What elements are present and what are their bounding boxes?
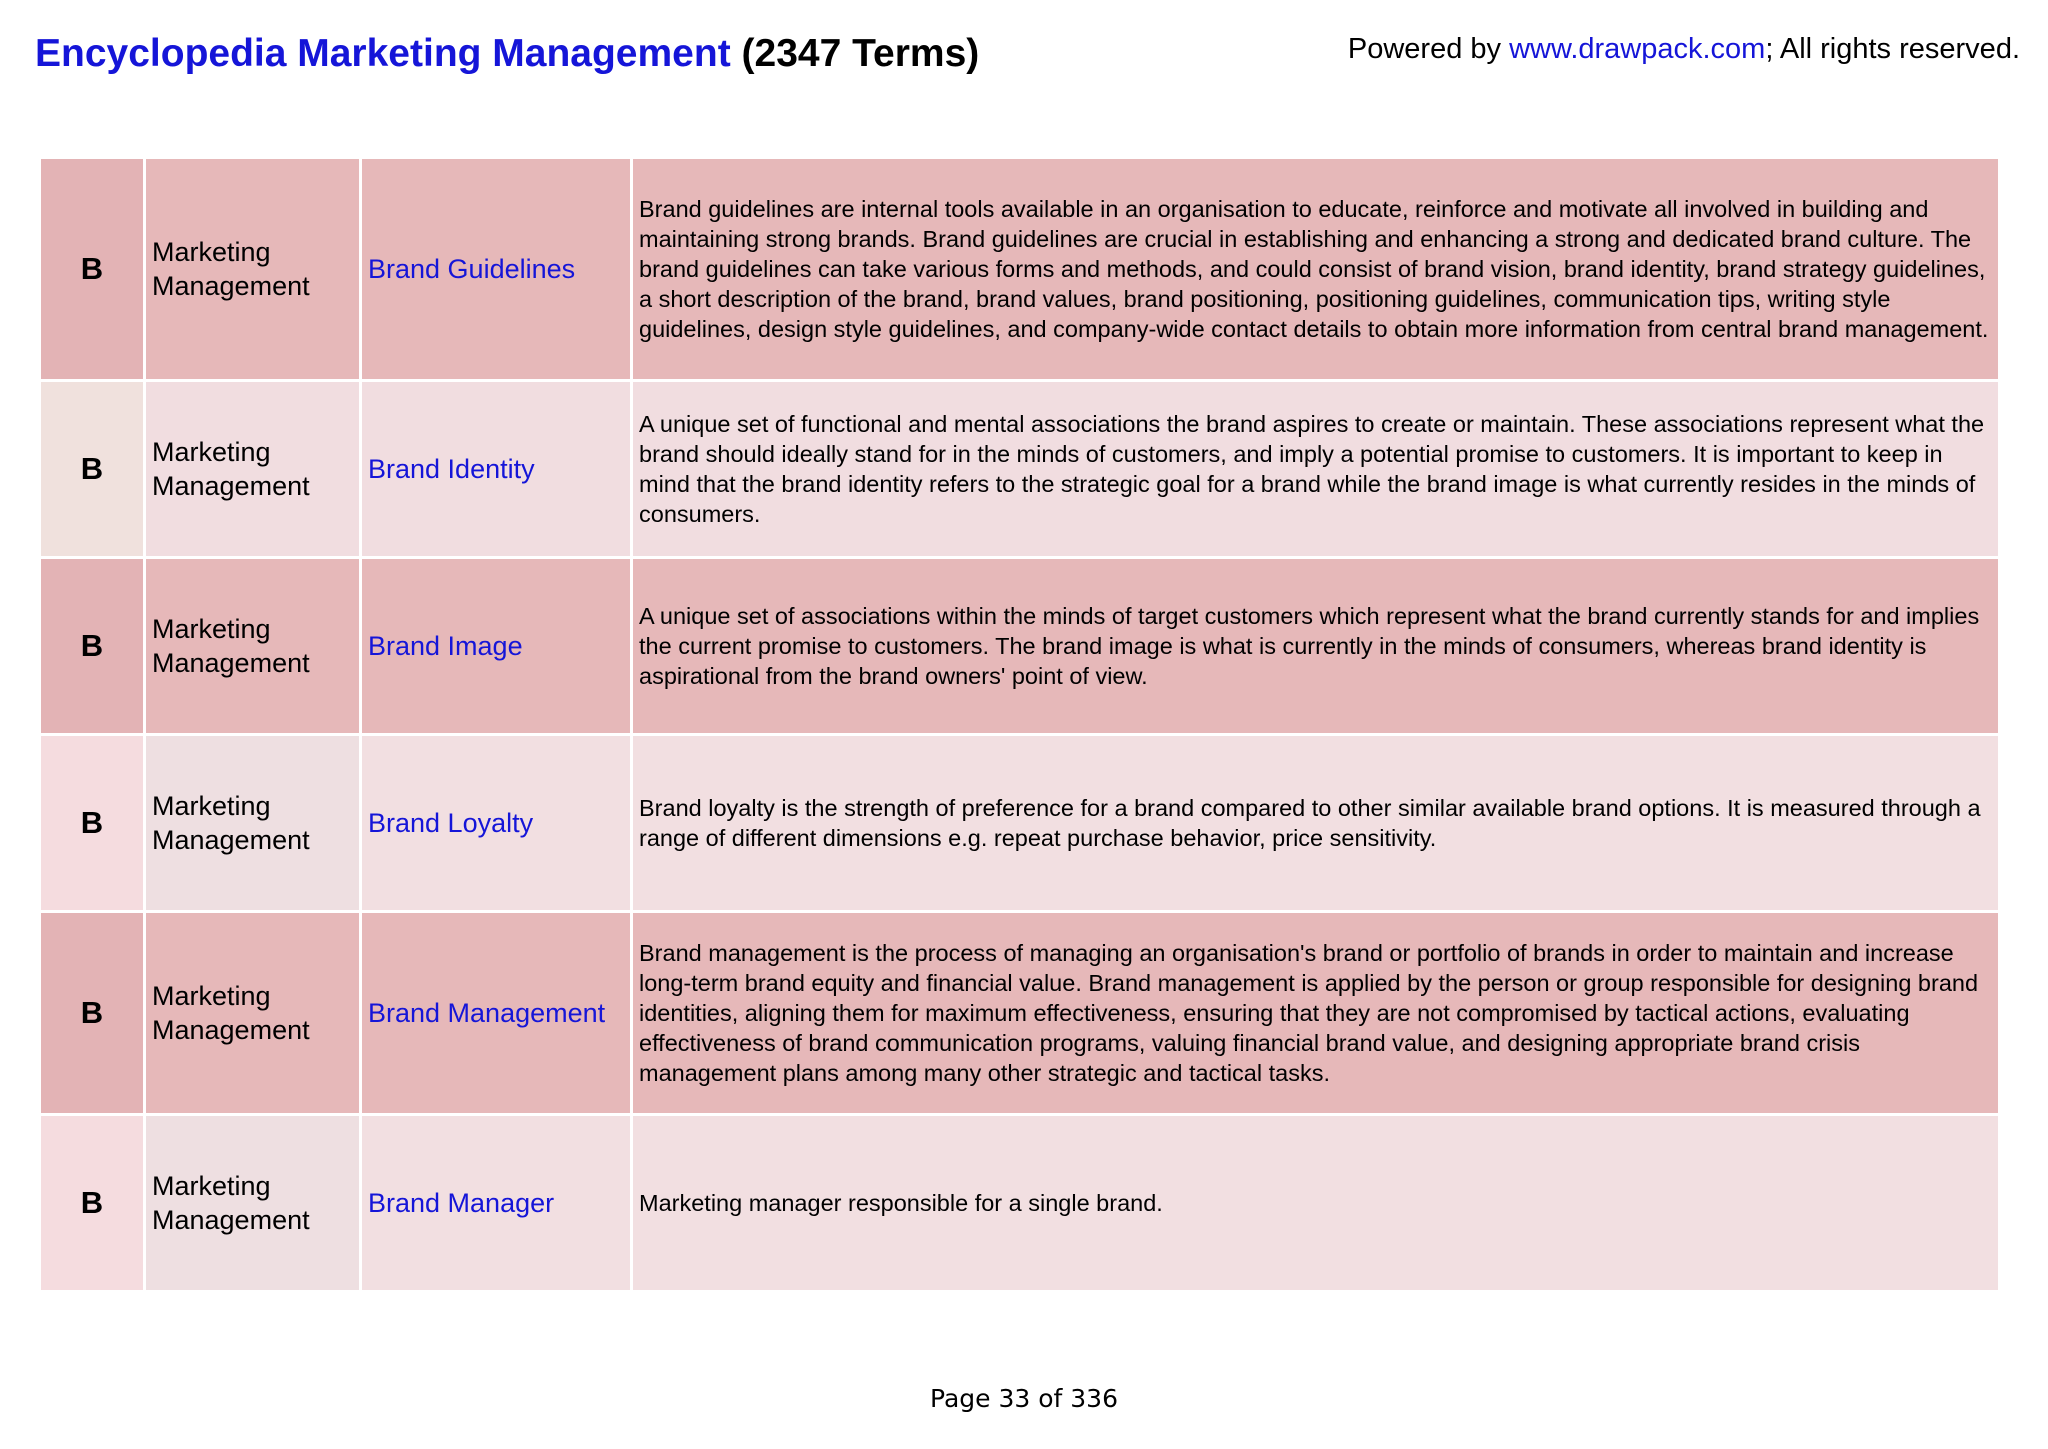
table-row [40,1115,2000,1292]
page-title [35,30,979,78]
term-link[interactable]: Brand Loyalty [361,735,632,912]
letter-cell: B [40,158,145,381]
definition-cell: Brand management is the process of managing an organisation's brand or portfolio of brands in order to maintain and increase long-term brand equity and financial value. Brand management is applied by the person or group responsible for designing brand identities, aligning them for maximum effectiveness, ensuring that they are not compromised by tactical actions, evaluating effectiveness of brand communication programs, valuing financial brand value, and designing appropriate brand crisis management plans among many other strategic and tactical tasks. [632,912,2000,1115]
category-cell: Marketing Management [145,1115,361,1292]
powered-prefix: Powered by [1347,33,1510,65]
category-cell: Marketing Management [145,558,361,735]
glossary-table [38,156,2001,1293]
letter-cell: B [40,381,145,558]
table-row [40,158,2000,381]
category-cell: Marketing Management [145,381,361,558]
term-link[interactable]: Brand Management [361,912,632,1115]
definition-cell: A unique set of associations within the minds of target customers which represent what the brand currently stands for and implies the current promise to customers. The brand image is what is currently in the minds of consumers, whereas brand identity is aspirational from the brand owners' point of view. [632,558,2000,735]
page-number: Page 33 of 336 [930,1384,1118,1413]
term-link[interactable]: Brand Guidelines [361,158,632,381]
letter-cell: B [40,1115,145,1292]
encyclopedia-title: Encyclopedia Marketing Management [35,32,731,75]
term-link[interactable]: Brand Manager [361,1115,632,1292]
category-cell: Marketing Management [145,158,361,381]
category-cell: Marketing Management [145,912,361,1115]
definition-cell: Brand loyalty is the strength of preference for a brand compared to other similar available brand options. It is measured through a range of different dimensions e.g. repeat purchase behavior, price sensitivity. [632,735,2000,912]
table-row [40,381,2000,558]
table-row [40,912,2000,1115]
powered-by-notice [1348,30,2020,68]
table-row [40,558,2000,735]
letter-cell: B [40,558,145,735]
category-cell: Marketing Management [145,735,361,912]
letter-cell: B [40,735,145,912]
term-count: (2347 Terms) [741,32,980,75]
definition-cell: A unique set of functional and mental associations the brand aspires to create or maintain. These associations represent what the brand should ideally stand for in the minds of customers, and imply a potential promise to customers. It is important to keep in mind that the brand identity refers to the strategic goal for a brand while the brand image is what currently resides in the minds of consumers. [632,381,2000,558]
table-row [40,735,2000,912]
page-header [35,30,2020,80]
definition-cell: Brand guidelines are internal tools available in an organisation to educate, reinforce and motivate all involved in building and maintaining strong brands. Brand guidelines are crucial in establishing and enhancing a strong and dedicated brand culture. The brand guidelines can take various forms and methods, and could consist of brand vision, brand identity, brand strategy guidelines, a short description of the brand, brand values, brand positioning, positioning guidelines, communication tips, writing style guidelines, design style guidelines, and company-wide contact details to obtain more information from central brand management. [632,158,2000,381]
letter-cell: B [40,912,145,1115]
term-link[interactable]: Brand Identity [361,381,632,558]
rights-text: ; All rights reserved. [1765,33,2020,65]
term-link[interactable]: Brand Image [361,558,632,735]
drawpack-link[interactable]: www.drawpack.com [1509,33,1766,65]
definition-cell: Marketing manager responsible for a single brand. [632,1115,2000,1292]
